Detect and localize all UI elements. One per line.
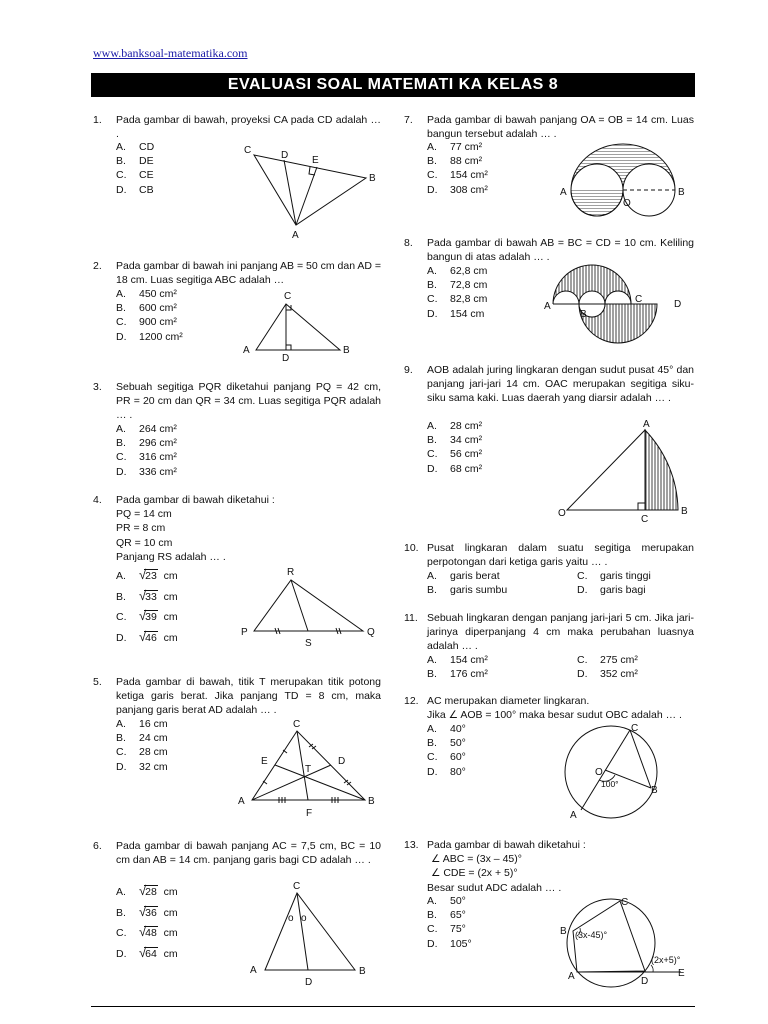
option-b: B. 72,8 cm [427, 279, 488, 292]
label-angle-o1: o [288, 913, 294, 924]
question-number: 5. [93, 676, 102, 688]
label-b: B [343, 345, 350, 356]
label-o: O [558, 508, 566, 519]
label-d: D [641, 976, 649, 987]
footer-divider [91, 1006, 695, 1007]
option-d: D. 68 cm² [427, 462, 483, 475]
option-row: A. garis berat C. garis tinggi [427, 570, 651, 582]
question-number: 6. [93, 840, 102, 852]
question-text: Sebuah lingkaran dengan panjang jari-jari 5 cm. Jika jari-jarinya diperpanjang 4 cm maka perubahan luasnya adalah … . [427, 612, 694, 653]
label-d: D [281, 150, 289, 161]
option-a: A. CD [116, 141, 155, 153]
option-c: C. 28 cm [116, 746, 168, 759]
question-number: 13. [404, 839, 419, 851]
option-a: A. 16 cm [116, 718, 168, 730]
label-a: A [238, 796, 245, 807]
label-a: A [643, 419, 650, 430]
figure-q8-semicircles [540, 262, 690, 352]
label-d: D [305, 977, 313, 988]
given-line: PQ = 14 cm [116, 508, 172, 521]
label-c: C [635, 294, 643, 305]
question-number: 7. [404, 114, 413, 126]
option-b: B. √33 cm [116, 587, 178, 603]
figure-q13-cyclic-quadrilateral [555, 893, 695, 993]
label-e: E [261, 756, 268, 767]
option-d: D. 32 cm [116, 760, 168, 773]
label-c: C [284, 291, 292, 302]
option-a: A. 62,8 cm [427, 265, 488, 277]
label-a: A [570, 810, 577, 821]
given-line: ∠ ABC = (3x – 45)° [431, 853, 522, 866]
option-d: D. 154 cm [427, 307, 485, 320]
option-d: D. 80° [427, 765, 466, 778]
question-number: 2. [93, 260, 102, 272]
label-c: C [621, 897, 629, 908]
question-text: Pada gambar di bawah, proyeksi CA pada CD adalah … . [116, 114, 381, 141]
label-b: B [359, 966, 366, 977]
figure-q1-triangle [240, 140, 380, 240]
label-c: C [641, 514, 649, 525]
label-angle-abc: (3x-45)° [575, 930, 608, 940]
option-b: B. 50° [427, 737, 466, 750]
label-c: C [293, 881, 301, 892]
option-row: B. 176 cm² D. 352 cm² [427, 668, 638, 681]
option-c: C. 56 cm² [427, 448, 483, 461]
option-a: A. 50° [427, 895, 466, 907]
option-a: A. 450 cm² [116, 288, 177, 300]
figure-q9-sector [555, 418, 695, 528]
option-a: A. √28 cm [116, 883, 178, 898]
option-a: A. 264 cm² [116, 423, 177, 435]
label-c: C [293, 719, 301, 730]
question-text: Pusat lingkaran dalam suatu segitiga merupakan perpotongan dari ketiga garis yaitu … . [427, 542, 694, 569]
label-o: O [595, 767, 603, 778]
label-b: B [560, 926, 567, 937]
label-f: F [306, 808, 313, 819]
label-b: B [580, 309, 587, 320]
question-text: Pada gambar di bawah panjang AC = 7,5 cm, BC = 10 cm dan AB = 14 cm. panjang garis bagi CD adalah … . [116, 840, 381, 867]
label-p: P [241, 627, 248, 638]
label-b: B [678, 187, 685, 198]
option-row: B. garis sumbu D. garis bagi [427, 584, 646, 597]
label-e: E [678, 968, 685, 979]
question-number: 3. [93, 381, 102, 393]
option-c: C. √48 cm [116, 924, 178, 939]
option-d: D. 105° [427, 937, 472, 950]
question-text: Pada gambar di bawah diketahui : ∠ ABC = (3x – 45)° ∠ CDE = (2x + 5)° Besar sudut ADC adalah … . [427, 838, 694, 895]
figure-q12-circle [555, 720, 675, 825]
option-b: B. 88 cm² [427, 155, 483, 168]
option-b: B. 65° [427, 909, 466, 922]
figure-q4-triangle [235, 565, 385, 655]
label-d: D [282, 353, 290, 364]
question-text: Pada gambar di bawah ini panjang AB = 50 cm dan AD = 18 cm. Luas segitiga ABC adalah … [116, 260, 382, 287]
option-d: D. 1200 cm² [116, 330, 183, 343]
question-number: 1. [93, 114, 102, 126]
label-a: A [544, 301, 551, 312]
given-line: PR = 8 cm [116, 522, 166, 535]
option-c: C. 82,8 cm [427, 293, 488, 306]
option-b: B. √36 cm [116, 903, 178, 919]
option-c: C. 154 cm² [427, 169, 488, 182]
label-angle-cde: (2x+5)° [651, 955, 681, 965]
option-a: A. 77 cm² [427, 141, 483, 153]
option-d: D. √64 cm [116, 944, 178, 960]
question-text: Pada gambar di bawah, titik T merupakan titik potong ketiga garis berat. Jika panjang TD = 8 cm, maka panjang garis berat AD adalah … . [116, 676, 381, 717]
label-b: B [651, 785, 658, 796]
question-text: Pada gambar di bawah AB = BC = CD = 10 cm. Keliling bangun di atas adalah … . [427, 237, 694, 264]
given-line: Panjang RS adalah … . [116, 550, 226, 563]
label-t: T [305, 764, 312, 775]
label-a: A [560, 187, 567, 198]
label-e: E [312, 155, 319, 166]
question-number: 4. [93, 494, 102, 506]
question-number: 8. [404, 237, 413, 249]
option-c: C. 316 cm² [116, 451, 177, 464]
label-c: C [244, 145, 252, 156]
option-d: D. 336 cm² [116, 465, 177, 478]
label-b: B [368, 796, 375, 807]
label-a: A [250, 965, 257, 976]
option-c: C. 60° [427, 751, 466, 764]
page-title: EVALUASI SOAL MATEMATI KA KELAS 8 [91, 73, 695, 97]
label-d: D [338, 756, 346, 767]
question-text: AC merupakan diameter lingkaran. Jika ∠ AOB = 100° maka besar sudut OBC adalah … . [427, 695, 682, 722]
figure-q2-triangle [240, 288, 370, 363]
option-d: D. √46 cm [116, 628, 178, 644]
label-d: D [674, 299, 682, 310]
label-q: Q [367, 627, 375, 638]
option-b: B. 296 cm² [116, 437, 177, 450]
option-a: A. √23 cm [116, 567, 178, 582]
option-b: B. 34 cm² [427, 434, 483, 447]
option-c: C. 900 cm² [116, 316, 177, 329]
option-a: A. 40° [427, 723, 466, 735]
given-line: ∠ CDE = (2x + 5)° [431, 867, 518, 880]
question-text: Pada gambar di bawah panjang OA = OB = 14 cm. Luas bangun tersebut adalah … . [427, 114, 694, 141]
question-number: 12. [404, 695, 419, 707]
figure-q5-triangle [235, 716, 385, 821]
label-angle-o2: o [301, 913, 307, 924]
given-line: QR = 10 cm [116, 536, 173, 549]
figure-q6-triangle [240, 878, 380, 993]
option-b: B. DE [116, 155, 154, 168]
option-c: C. CE [116, 169, 154, 182]
figure-q7-semicircles [555, 136, 695, 226]
option-b: B. 24 cm [116, 732, 168, 745]
given-line: Besar sudut ADC adalah … . [427, 881, 562, 894]
option-a: A. 28 cm² [427, 420, 483, 432]
option-d: D. CB [116, 183, 154, 196]
label-a: A [292, 230, 299, 241]
label-angle-aob: 100° [601, 779, 619, 789]
option-d: D. 308 cm² [427, 183, 488, 196]
label-c: C [631, 723, 639, 734]
question-text: Sebuah segitiga PQR diketahui panjang PQ = 42 cm, PR = 20 cm dan QR = 34 cm. Luas segitiga PQR adalah … . [116, 381, 381, 422]
label-o: O [623, 198, 631, 209]
question-number: 11. [404, 612, 418, 624]
question-text: AOB adalah juring lingkaran dengan sudut pusat 45° dan panjang jari-jari 14 cm. OAC merupakan segitiga siku-siku sama kaki. Luas daerah yang diarsir adalah … . [427, 364, 694, 405]
label-a: A [243, 345, 250, 356]
question-text: Pada gambar di bawah diketahui : PQ = 14 cm PR = 8 cm QR = 10 cm Panjang RS adalah … . [116, 493, 381, 564]
question-number: 9. [404, 364, 413, 376]
website-link[interactable]: www.banksoal-matematika.com [93, 46, 248, 60]
label-s: S [305, 638, 312, 649]
question-number: 10. [404, 542, 419, 554]
label-a: A [568, 971, 575, 982]
label-b: B [681, 506, 688, 517]
option-c: C. √39 cm [116, 608, 178, 623]
option-row: A. 154 cm² C. 275 cm² [427, 654, 638, 666]
option-b: B. 600 cm² [116, 302, 177, 315]
option-c: C. 75° [427, 923, 466, 936]
label-b: B [369, 173, 376, 184]
label-r: R [287, 567, 295, 578]
